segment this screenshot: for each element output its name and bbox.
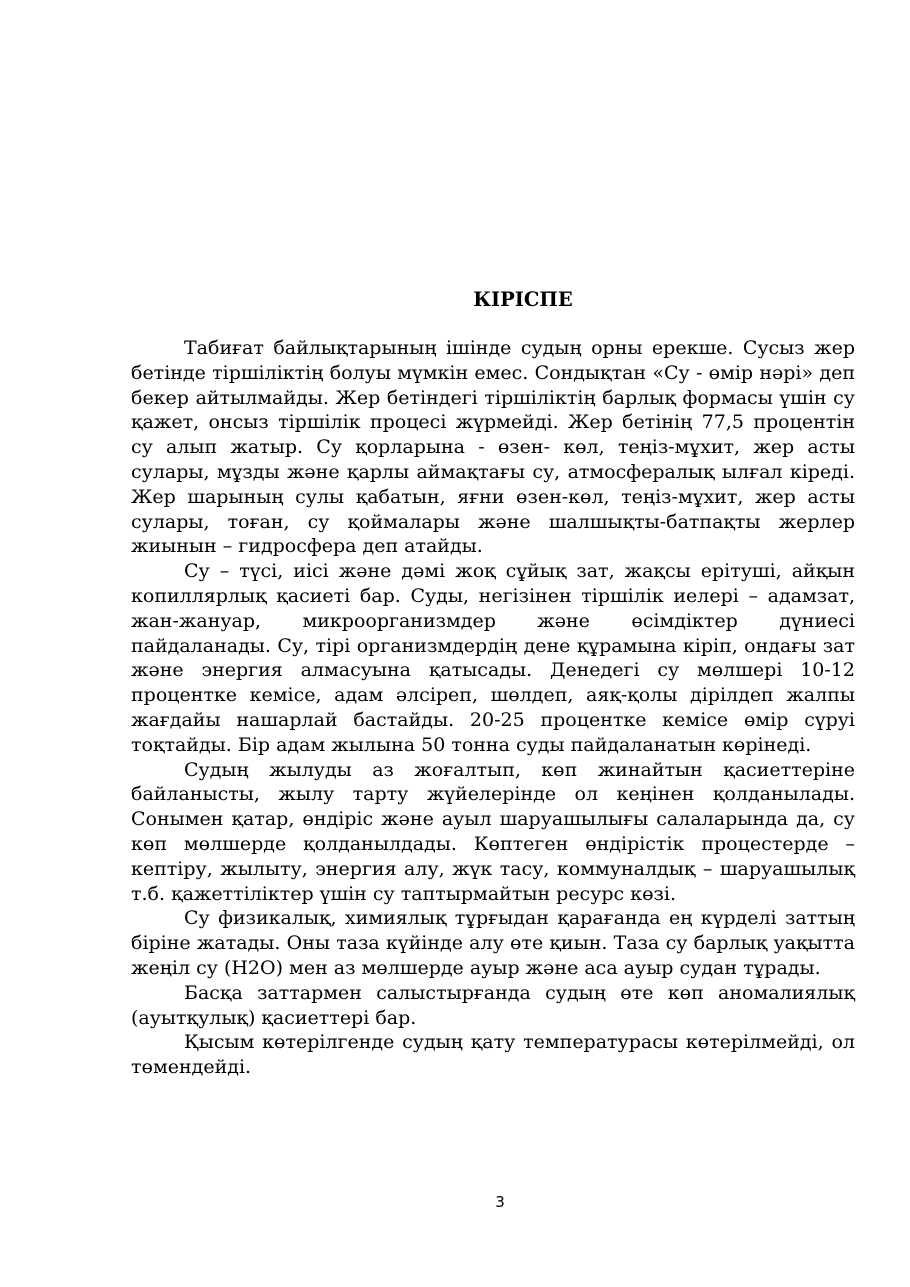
paragraph-6: Қысым көтерілгенде судың қату температурасы көтерілмейді, ол төмендейді. [131, 1031, 855, 1079]
page-number: 3 [495, 1193, 505, 1211]
paragraph-5: Басқа заттармен салыстырғанда судың өте көп аномалиялық (ауытқулық) қасиеттері бар. [131, 981, 855, 1029]
paragraph-4: Су физикалық, химиялық тұрғыдан қарағанда ең күрделі заттың біріне жатады. Оны таза күйінде алу өте қиын. Таза су барлық уақытта жеңіл су (Н2О) мен аз мөлшерде ауыр және аса ауыр судан тұрады. [131, 907, 855, 979]
paragraph-3: Судың жылуды аз жоғалтып, көп жинайтын қасиеттеріне байланысты, жылу тарту жүйелерінде ол кеңінен қолданылады. Сонымен қатар, өндіріс және ауыл шаруашылығы салаларында да, су көп мөлшерде қолданылдады. Көптеген өндірістік процестерде – кептіру, жылыту, энергия алу, жүк тасу, коммуналдық – шаруашылық т.б. қажеттіліктер үшін су таптырмайтын ресурс көзі. [131, 758, 855, 905]
section-heading: КІРІСПЕ [473, 288, 573, 311]
body-text [131, 336, 855, 1080]
paragraph-2: Су – түсі, иісі және дәмі жоқ сұйық зат, жақсы ерітуші, айқын копиллярлық қасиеті бар. Суды, негізінен тіршілік иелері – адамзат, жан-жануар, микроорганизмдер және өсімдіктер дүниесі пайдаланады. Су, тірі организмдердің дене құрамына кіріп, ондағы зат және энергия алмасуына қатысады. Денедегі су мөлшері 10-12 процентке кемісе, адам әлсіреп, шөлдеп, аяқ-қолы дірілдеп жалпы жағдайы нашарлай бастайды. 20-25 процентке кемісе өмір сүруі тоқтайды. Бір адам жылына 50 тонна суды пайдаланатын көрінеді. [131, 560, 855, 756]
paragraph-1: Табиғат байлықтарының ішінде судың орны ерекше. Сусыз жер бетінде тіршіліктің болуы мүмкін емес. Сондықтан «Су - өмір нәрі» деп бекер айтылмайды. Жер бетіндегі тіршіліктің барлық формасы үшін су қажет, онсыз тіршілік процесі жүрмейді. Жер бетінің 77,5 процентін су алып жатыр. Су қорларына - өзен- көл, теңіз-мұхит, жер асты сулары, мұзды және қарлы аймақтағы су, атмосфералық ылғал кіреді. Жер шарының сулы қабатын, яғни өзен-көл, теңіз-мұхит, жер асты сулары, тоған, су қоймалары және шалшықты-батпақты жерлер жиынын – гидросфера деп атайды. [131, 337, 855, 558]
